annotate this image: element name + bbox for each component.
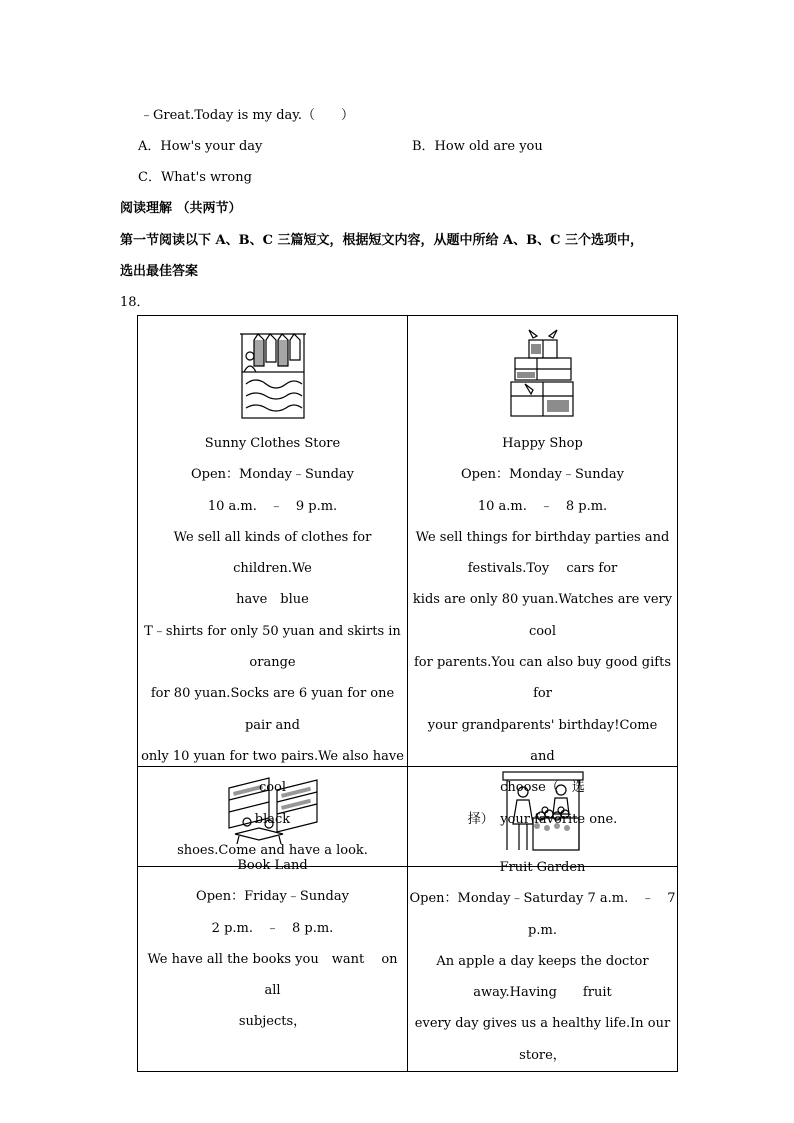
shop-text-line: T﹣shirts for only 50 yuan and skirts in orange	[144, 623, 401, 671]
shop-name: Book Land	[237, 858, 308, 873]
shop-open-days: Open：Monday﹣Sunday	[190, 467, 355, 483]
shop-text-line: black	[254, 811, 291, 827]
shop-text-line: choose（ 选	[500, 780, 585, 796]
shop-open-days: Open：Monday﹣Saturday 7 a.m. ﹣ 7 p.m.	[409, 891, 676, 938]
clothes-store-illustration	[238, 326, 308, 422]
shop-text-line: your grandparents' birthday!Come and	[427, 717, 675, 764]
section-instruction: 第一节阅读以下 A、B、C 三篇短文，根据短文内容，从题中所给 A、B、C 三个选项中，	[120, 233, 643, 248]
shop-text-line: only 10 yuan for two pairs.We also have cool	[141, 748, 404, 796]
option-b: B．How old are you	[412, 139, 543, 154]
shop-hours: 10 a.m. ﹣ 9 p.m.	[207, 498, 338, 514]
shop-text-line: We have all the books you want on all	[147, 951, 415, 999]
shop-text-line: festivals.Toy cars for	[467, 561, 618, 577]
shop-text-line: have blue	[236, 592, 309, 608]
shop-text-line: away.Having fruit	[473, 985, 612, 1001]
shop-text-line: We sell things for birthday parties and	[415, 529, 670, 545]
shop-card-book-land	[138, 767, 415, 1072]
shop-text-line: 择） your favorite one.	[467, 811, 618, 827]
shop-open-days: Open：Monday﹣Sunday	[460, 467, 625, 483]
shop-text-line: for parents.You can also buy good gifts for	[413, 655, 671, 702]
shop-card-fruit-garden	[408, 767, 678, 1072]
shop-name: Fruit Garden	[499, 860, 586, 875]
shop-hours: 10 a.m. ﹣ 8 p.m.	[477, 498, 608, 514]
shop-text-line: kids are only 80 yuan.Watches are very cool	[412, 592, 673, 639]
shop-name: Happy Shop	[502, 436, 583, 451]
shop-text-line: every day gives us a healthy life.In our store，	[414, 1016, 671, 1063]
shop-text-line: subjects，	[238, 1014, 307, 1030]
shop-text-line: for 80 yuan.Socks are 6 yuan for one pair and	[150, 686, 395, 733]
shop-text-line: An apple a day keeps the doctor	[436, 953, 649, 969]
shop-ads-table-2	[137, 766, 678, 1072]
option-c: C．What's wrong	[138, 170, 252, 185]
shop-text-line: shoes.Come and have a look.	[177, 842, 368, 858]
option-a: A．How's your day	[138, 139, 263, 154]
section-title: 阅读理解 （共两节）	[120, 201, 242, 216]
shop-open-days: Open：Friday﹣Sunday	[196, 889, 349, 905]
shop-name: Sunny Clothes Store	[204, 436, 341, 451]
shop-hours: 2 p.m. ﹣ 8 p.m.	[211, 920, 334, 936]
question-number: 18．	[120, 295, 150, 310]
question-stem: ﹣Great.Today is my day.（ ）	[140, 108, 355, 123]
shop-text-line: We sell all kinds of clothes for children.We	[173, 529, 389, 577]
section-instruction-cont: 选出最佳答案	[120, 264, 199, 279]
bookshelf-illustration	[225, 774, 321, 846]
gift-boxes-illustration	[507, 326, 579, 418]
fruit-stall-illustration	[501, 770, 585, 852]
